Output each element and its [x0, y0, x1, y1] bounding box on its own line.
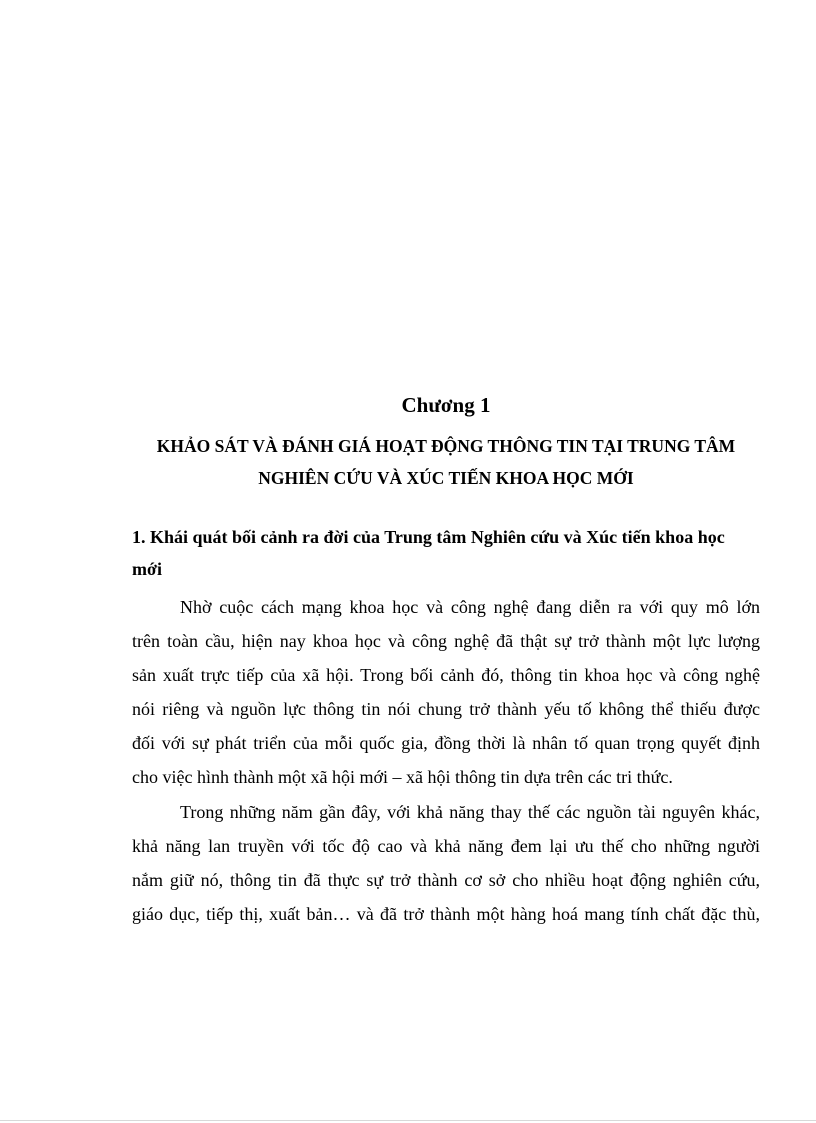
- section-heading: [132, 521, 760, 585]
- paragraph-line: nắm giữ nó, thông tin đã thực sự trở thành cơ sở cho nhiều hoạt động nghiên cứu,: [132, 870, 760, 890]
- paragraph-1: [132, 590, 760, 794]
- chapter-title-line-2: NGHIÊN CỨU VÀ XÚC TIẾN KHOA HỌC MỚI: [258, 468, 634, 488]
- paragraph-line: đối với sự phát triển của mỗi quốc gia, đồng thời là nhân tố quan trọng quyết định: [132, 733, 760, 753]
- paragraph-line: sản xuất trực tiếp của xã hội. Trong bối cảnh đó, thông tin khoa học và công nghệ: [132, 665, 760, 685]
- page-bottom-edge: [0, 1120, 816, 1121]
- section-heading-line-1: 1. Khái quát bối cảnh ra đời của Trung tâm Nghiên cứu và Xúc tiến khoa học: [132, 527, 725, 547]
- chapter-title: [132, 430, 760, 494]
- chapter-label: Chương 1: [401, 393, 491, 417]
- paragraph-line: nói riêng và nguồn lực thông tin nói chung trở thành yếu tố không thể thiếu được: [132, 699, 760, 719]
- section-heading-line-2: mới: [132, 559, 162, 579]
- paragraph-line: Nhờ cuộc cách mạng khoa học và công nghệ đang diễn ra với quy mô lớn: [180, 597, 760, 617]
- paragraph-line: Trong những năm gần đây, với khả năng thay thế các nguồn tài nguyên khác,: [180, 802, 760, 822]
- chapter-title-line-1: KHẢO SÁT VÀ ĐÁNH GIÁ HOẠT ĐỘNG THÔNG TIN TẠI TRUNG TÂM: [156, 436, 736, 456]
- paragraph-line: cho việc hình thành một xã hội mới – xã hội thông tin dựa trên các tri thức.: [132, 767, 673, 787]
- paragraph-line: trên toàn cầu, hiện nay khoa học và công nghệ đã thật sự trở thành một lực lượng: [132, 631, 760, 651]
- paragraph-line: khả năng lan truyền với tốc độ cao và khả năng đem lại ưu thế cho những người: [132, 836, 760, 856]
- paragraph-2: [132, 795, 760, 931]
- paragraph-line: giáo dục, tiếp thị, xuất bản… và đã trở thành một hàng hoá mang tính chất đặc thù,: [132, 904, 760, 924]
